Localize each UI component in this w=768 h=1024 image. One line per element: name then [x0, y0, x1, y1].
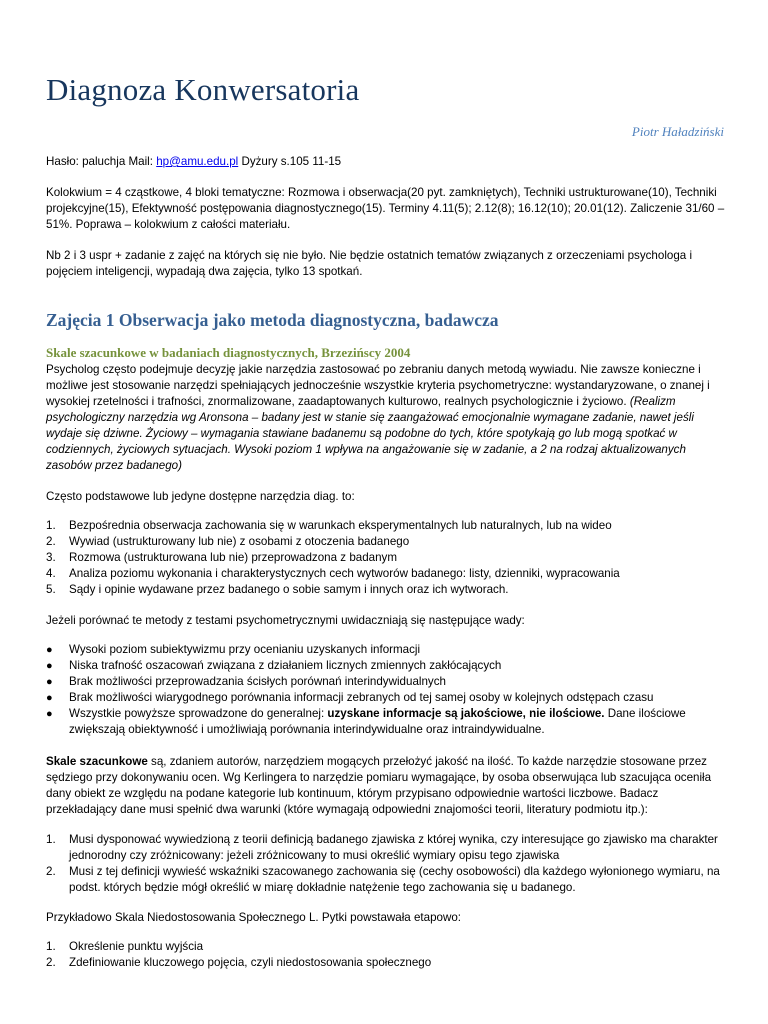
list-item-text: Wysoki poziom subiektywizmu przy ocenianiu uzyskanych informacji	[69, 643, 421, 656]
drawbacks-list-intro: Jeżeli porównać te metody z testami psychometrycznymi uwidaczniają się następujące wady:	[46, 614, 525, 627]
list-item	[46, 674, 726, 690]
list-number: 5.	[46, 583, 56, 596]
intro-paragraph	[46, 362, 726, 474]
list-item-text: Brak możliwości przeprowadzania ścisłych porównań interindywidualnych	[69, 675, 446, 688]
example-scale-intro: Przykładowo Skala Niedostosowania Społecznego L. Pytki powstawała etapowo:	[46, 911, 462, 924]
list-item	[46, 832, 726, 864]
password-text: Hasło: paluchja Mail:	[46, 155, 157, 168]
nb-paragraph: Nb 2 i 3 uspr + zadanie z zajęć na których się nie było. Nie będzie ostatnich tematów związanych z orzeczeniami psychologa i pojęciem inteligencji, wypadają dwa zajęcia, tylko 13 spotkań.	[46, 249, 693, 278]
list-item-text: Sądy i opinie wydawane przez badanego o sobie samym i innych oraz ich wytworach.	[69, 583, 509, 596]
author-name: Piotr Haładziński	[631, 124, 724, 139]
list-item	[46, 534, 726, 550]
list-number: 1.	[46, 940, 56, 953]
drawbacks-list	[46, 642, 726, 738]
document-title: Diagnoza Konwersatoria	[46, 72, 360, 107]
section-heading: Zajęcia 1 Obserwacja jako metoda diagnostyczna, badawcza	[46, 310, 499, 330]
email-link[interactable]: hp@amu.edu.pl	[156, 155, 239, 168]
list-item	[46, 864, 726, 896]
scales-paragraph	[46, 754, 726, 818]
list-number: 2.	[46, 535, 56, 548]
bullet-icon: ●	[46, 708, 53, 720]
list-item	[46, 690, 726, 706]
kolokwium-paragraph: Kolokwium = 4 cząstkowe, 4 bloki tematyczne: Rozmowa i obserwacja(20 pyt. zamkniętych), Techniki ustrukturowane(10), Techniki projekcyjne(15), Efektywność postępowania diagnostycznego(15). Terminy 4.11(5); 2.12(8); 16.12(10); 20.01(12). Zaliczenie 31/60 – 51%. Poprawa – kolokwium z całości materiału.	[46, 186, 725, 231]
contact-line	[46, 154, 726, 170]
list-item	[46, 566, 726, 582]
list-item-text: Bezpośrednia obserwacja zachowania się w warunkach eksperymentalnych lub naturalnych, lub na wideo	[69, 519, 612, 532]
bullet-icon: ●	[46, 644, 53, 656]
list-item	[46, 518, 726, 534]
stages-list	[46, 939, 726, 971]
list-number: 2.	[46, 956, 56, 969]
list-item	[46, 955, 726, 971]
emphasis-text: uzyskane informacje są jakościowe, nie ilościowe.	[327, 707, 605, 720]
list-item-text: Analiza poziomu wykonania i charakterystycznych cech wytworów badanego: listy, dzienniki, wypracowania	[69, 567, 620, 580]
office-hours-text: Dyżury s.105 11-15	[238, 155, 342, 168]
list-item-text: Wszystkie powyższe sprowadzone do generalnej:	[69, 707, 328, 720]
list-number: 4.	[46, 567, 56, 580]
list-item-text: Musi z tej definicji wywieść wskaźniki szacowanego zachowania się (cechy osobowości) dla każdego wyłonionego wymiaru, na podst. których będzie mógł określić w miarę dokładnie natężenie tego zachowania się u badanego.	[69, 865, 720, 894]
scales-text: są, zdaniem autorów, narzędziem mogących przełożyć jakość na ilość. To każde narzędzie stosowane przez sędziego przy dokonywaniu ocen. Wg Kerlingera to narzędzie pomiaru wymagające, by osoba obserwująca lub szacująca oceniła dany obiekt ze względu na podane kategorie lub kontinuum, którym przypisano odpowiednie wartości liczbowe. Badacz przekładający dane musi spełnić dwa warunki (które wymagają odpowiedni znajomości teorii, literatury podmiotu itp.):	[46, 755, 712, 816]
list-item	[46, 939, 726, 955]
list-item	[46, 706, 726, 738]
list-number: 1.	[46, 519, 56, 532]
intro-text: Psycholog często podejmuje decyzję jakie narzędzia zastosować po zebraniu danych metodą wywiadu. Nie zawsze konieczne i możliwe jest stosowanie narzędzi spełniających jednocześnie wszystkie kryteria psychometryczne: wystandaryzowane, o znanej i wysokiej rzetelności i trafności, znormalizowane, zaadaptowanych kulturowo, realnych psychologicznie i życiowo.	[46, 363, 710, 408]
scales-term: Skale szacunkowe	[46, 755, 148, 768]
list-item	[46, 658, 726, 674]
list-item-text: Wywiad (ustrukturowany lub nie) z osobami z otoczenia badanego	[69, 535, 410, 548]
list-item-text: Określenie punktu wyjścia	[69, 940, 204, 953]
list-number: 3.	[46, 551, 56, 564]
conditions-list	[46, 832, 726, 896]
list-item	[46, 642, 726, 658]
bullet-icon: ●	[46, 692, 53, 704]
list-item-text: Dane ilościowe zwiększają obiektywność i umożliwiają porównania interindywidualne oraz intraindywidualne.	[69, 707, 686, 736]
list-item-text: Musi dysponować wywiedzioną z teorii definicją badanego zjawiska z której wynika, czy interesujące go zjawisko ma charakter jednorodny czy zróżnicowany: jeżeli zróżnicowany to musi określić wymiary opisu tego zjawiska	[69, 833, 718, 862]
list-item	[46, 582, 726, 598]
list-item-text: Zdefiniowanie kluczowego pojęcia, czyli niedostosowania społecznego	[69, 956, 432, 969]
list-item-text: Brak możliwości wiarygodnego porównania informacji zebranych od tej samej osoby w kolejnych odstępach czasu	[69, 691, 654, 704]
list-number: 1.	[46, 833, 56, 846]
list-item	[46, 550, 726, 566]
subsection-heading: Skale szacunkowe w badaniach diagnostycznych, Brzezińscy 2004	[46, 345, 411, 360]
bullet-icon: ●	[46, 660, 53, 672]
tools-list-intro: Często podstawowe lub jedyne dostępne narzędzia diag. to:	[46, 490, 355, 503]
list-item-text: Niska trafność oszacowań związana z działaniem licznych zmiennych zakłócających	[69, 659, 502, 672]
bullet-icon: ●	[46, 676, 53, 688]
tools-list	[46, 518, 726, 598]
list-number: 2.	[46, 865, 56, 878]
intro-italic-note: (Realizm psychologiczny narzędzia wg Aronsona – badany jest w stanie się zaangażować emocjonalnie wymagane zadanie, nawet jeśli wydaje się dziwne. Życiowy – wymagania stawiane badanemu są podobne do tych, które spotykają go lub mogą spotkać w codziennych, życiowych sytuacjach. Wysoki poziom 1 wpływa na angażowanie się w zadanie, a 2 na rodzaj aktualizowanych zasobów przez badanego)	[46, 395, 694, 472]
list-item-text: Rozmowa (ustrukturowana lub nie) przeprowadzona z badanym	[69, 551, 398, 564]
